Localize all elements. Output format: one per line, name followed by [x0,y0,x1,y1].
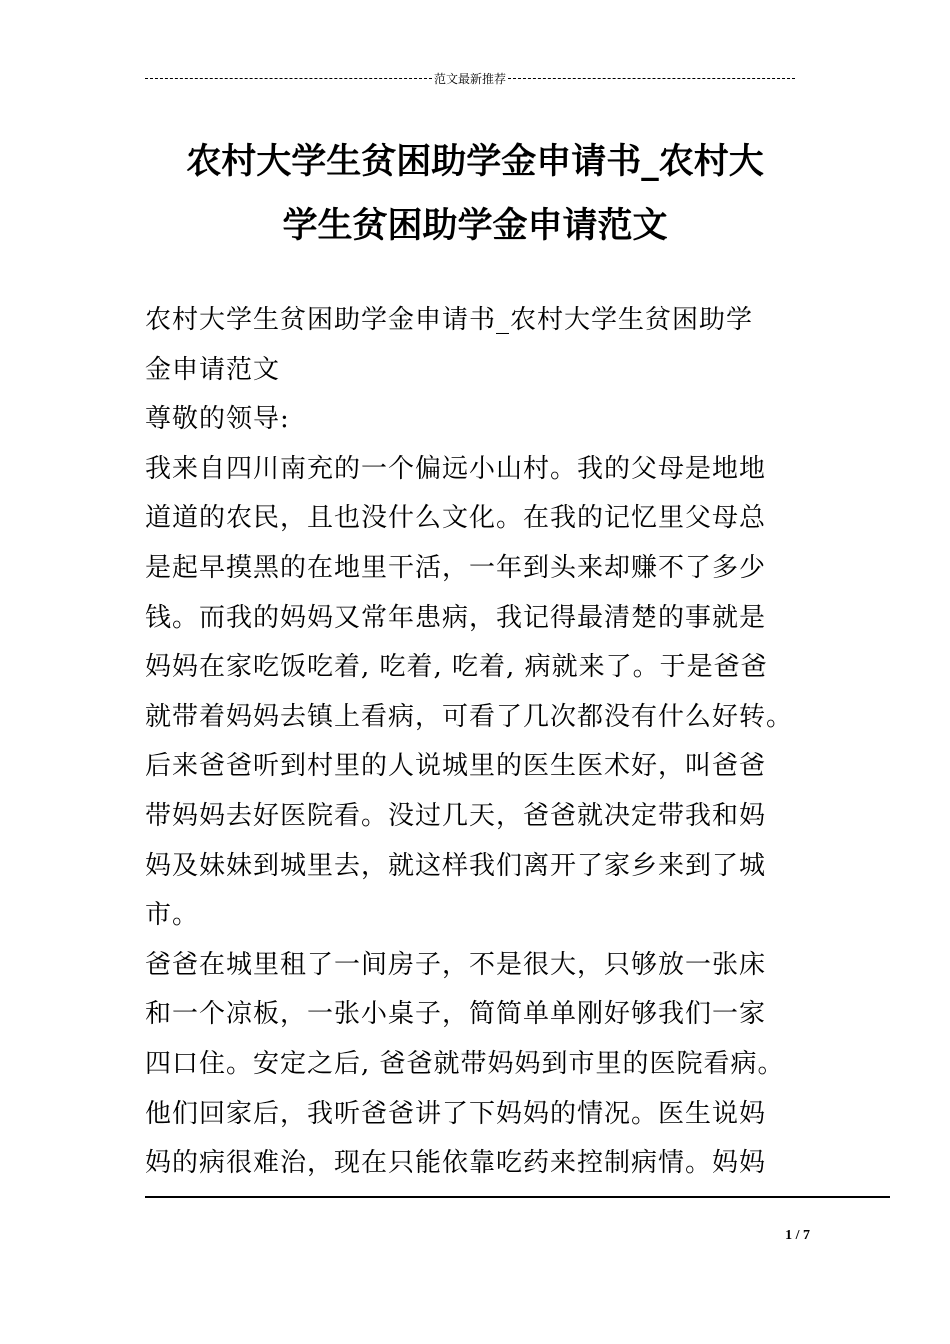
body-line: 我来自四川南充的一个偏远小山村。我的父母是地地 [145,453,767,484]
header-dash-left [145,78,432,79]
page-number: 1 / 7 [785,1228,810,1243]
header-dash-right [508,78,795,79]
header-text: 范文最新推荐 [434,71,507,86]
body-line: 市。 [145,900,200,931]
body-line: 是起早摸黑的在地里干活，一年到头来却赚不了多少 [145,552,767,583]
title-line: 农村大学生贫困助学金申请书_农村大 [186,142,764,182]
body-line: 后来爸爸听到村里的人说城里的医生医术好，叫爸爸 [145,751,767,782]
body-line: 和一个凉板，一张小桌子，简简单单刚好够我们一家 [145,999,767,1030]
body-line: 妈妈在家吃饭吃着, 吃着, 吃着, 病就来了。于是爸爸 [145,652,768,683]
body-line: 爸爸在城里租了一间房子，不是很大，只够放一张床 [145,949,767,980]
body-line: 妈的病很难治，现在只能依靠吃药来控制病情。妈妈 [145,1148,767,1179]
body-line: 他们回家后，我听爸爸讲了下妈妈的情况。医生说妈 [145,1098,767,1129]
document-title [145,130,805,258]
body-line: 道道的农民，且也没什么文化。在我的记忆里父母总 [145,503,767,534]
body-line: 带妈妈去好医院看。没过几天，爸爸就决定带我和妈 [145,800,767,831]
body-line: 妈及妹妹到城里去，就这样我们离开了家乡来到了城 [145,850,767,881]
body-line: 就带着妈妈去镇上看病，可看了几次都没有什么好转。 [145,701,794,732]
body-line: 金申请范文 [145,354,281,385]
body-line: 钱。而我的妈妈又常年患病，我记得最清楚的事就是 [145,602,767,633]
page-header [145,68,795,88]
title-line: 学生贫困助学金申请范文 [282,206,668,246]
body-line: 四口住。安定之后, 爸爸就带妈妈到市里的医院看病。 [145,1048,785,1079]
body-line: 尊敬的领导: [145,404,290,435]
footer-rule [145,1196,890,1198]
body-line: 农村大学生贫困助学金申请书_农村大学生贫困助学 [145,305,754,335]
document-body [145,296,810,1189]
